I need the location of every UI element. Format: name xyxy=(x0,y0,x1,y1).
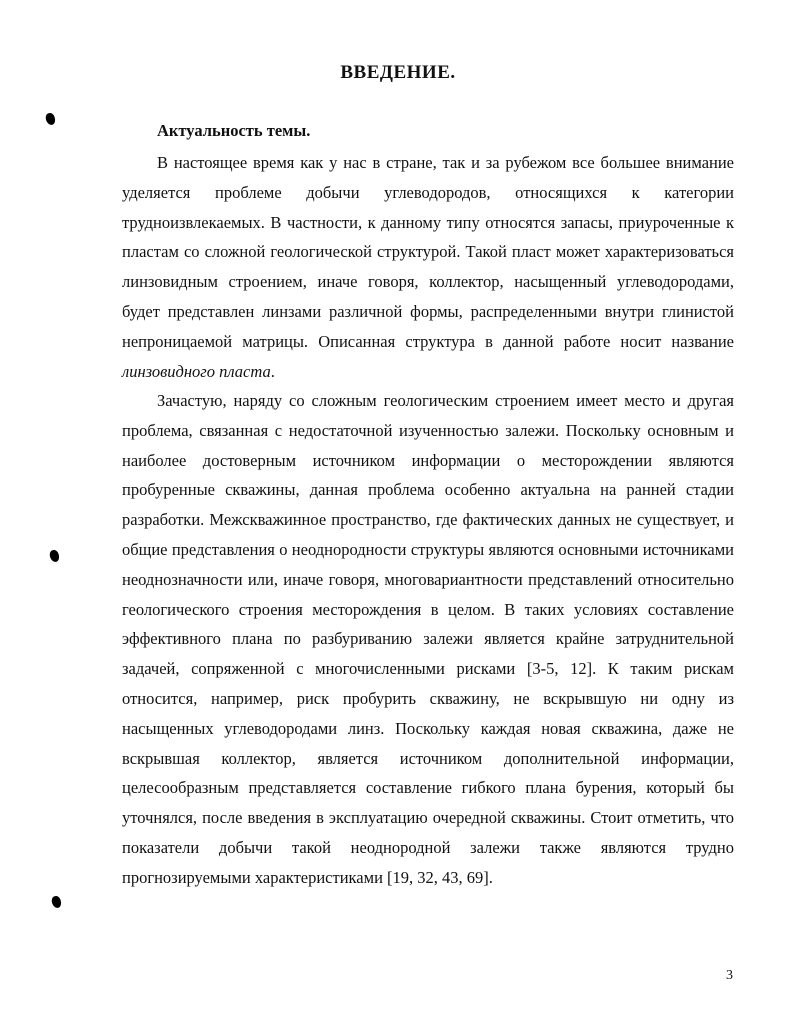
paragraph-text: В настоящее время как у нас в стране, так и за рубежом все большее внимание уделяется проблеме добычи углеводородов, относящихся к категории трудноизвлекаемых. В частности, к данному типу относятся запасы, приуроченные к пластам со сложной геологической структурой. Такой пласт может характеризоваться линзовидным строением, иначе говоря, коллектор, насыщенный углеводородами, будет представлен линзами различной формы, распределенными внутри глинистой непроницаемой матрицы. Описанная структура в данной работе носит название xyxy=(122,153,734,351)
binder-hole-mark-bottom xyxy=(50,895,63,909)
page-title: ВВЕДЕНИЕ. xyxy=(340,62,456,83)
binder-hole-mark-top xyxy=(44,112,57,126)
paragraph-relevance xyxy=(122,148,734,386)
italic-term: линзовидного пласта xyxy=(122,361,271,381)
section-heading: Актуальность темы. xyxy=(157,121,311,140)
page-number: 3 xyxy=(726,968,733,983)
paragraph-problem: Зачастую, наряду со сложным геологическим строением имеет место и другая проблема, связанная с недостаточной изученностью залежи. Поскольку основным и наиболее достоверным источником информации о месторождении являются пробуренные скважины, данная проблема особенно актуальна на ранней стадии разработки. Межскважинное пространство, где фактических данных не существует, и общие представления о неоднородности структуры являются основными источниками неоднозначности или, иначе говоря, многовариантности представлений относительно геологического строения месторождения в целом. В таких условиях составление эффективного плана по разбуриванию залежи является крайне затруднительной задачей, сопряженной с многочисленными рисками [3-5, 12]. К таким рискам относится, например, риск пробурить скважину, не вскрывшую ни одну из насыщенных углеводородами линз. Поскольку каждая новая скважина, даже не вскрывшая коллектор, является источником дополнительной информации, целесообразным представляется составление гибкого плана бурения, который бы уточнялся, после введения в эксплуатацию очередной скважины. Стоит отметить, что показатели добычи такой неоднородной залежи также являются трудно прогнозируемыми характеристиками [19, 32, 43, 69]. xyxy=(122,391,734,887)
binder-hole-mark-middle xyxy=(48,549,61,563)
paragraph-text-end: . xyxy=(270,361,275,381)
